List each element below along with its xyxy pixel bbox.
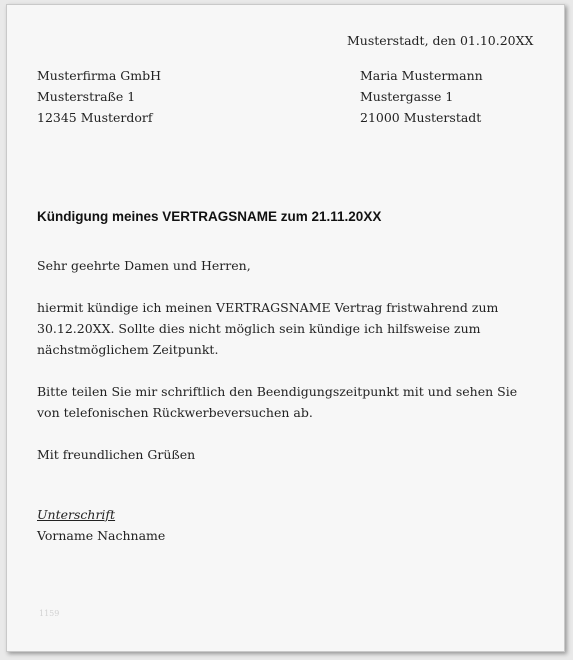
- sender-address: [37, 65, 161, 128]
- recipient-address: [360, 65, 483, 128]
- recipient-street: Mustergasse 1: [360, 89, 454, 104]
- date-line: Musterstadt, den 01.10.20XX: [347, 33, 534, 48]
- recipient-city: 21000 Musterstadt: [360, 110, 482, 125]
- greeting: Sehr geehrte Damen und Herren,: [37, 258, 251, 273]
- letter-subject: Kündigung meines VERTRAGSNAME zum 21.11.20XX: [37, 209, 382, 224]
- letter-page: [6, 4, 565, 652]
- faint-page-marker: 1159: [39, 609, 60, 618]
- signature-label: Unterschrift: [37, 507, 116, 522]
- sender-city: 12345 Musterdorf: [37, 110, 153, 125]
- closing-phrase: Mit freundlichen Grüßen: [37, 447, 196, 462]
- body-paragraph-2: Bitte teilen Sie mir schriftlich den Beendigungszeitpunkt mit und sehen Sie von telefonischen Rückwerbeversuchen ab.: [37, 384, 518, 420]
- body-paragraph-1: hiermit kündige ich meinen VERTRAGSNAME Vertrag fristwahrend zum 30.12.20XX. Sollte dies nicht möglich sein kündige ich hilfsweise zum nächstmöglichem Zeitpunkt.: [37, 300, 499, 357]
- sender-street: Musterstraße 1: [37, 89, 136, 104]
- recipient-name: Maria Mustermann: [360, 68, 483, 83]
- signature-name: Vorname Nachname: [37, 528, 166, 543]
- sender-company: Musterfirma GmbH: [37, 68, 161, 83]
